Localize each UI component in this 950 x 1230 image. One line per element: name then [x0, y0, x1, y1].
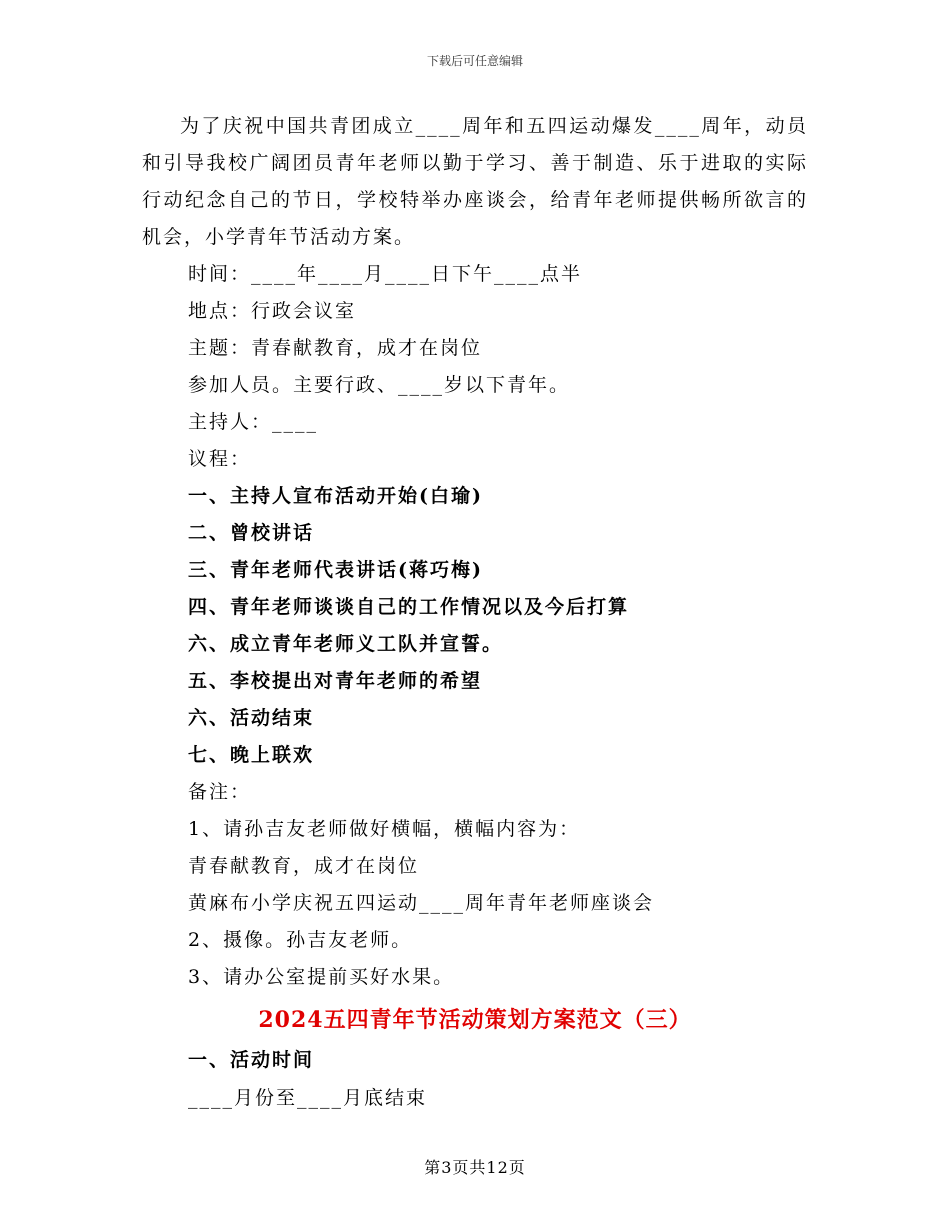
info-location: 地点：行政会议室 — [188, 300, 357, 322]
agenda-item: 六、活动结束 — [188, 707, 315, 729]
info-participants: 参加人员。主要行政、____岁以下青年。 — [188, 374, 571, 396]
info-list — [142, 256, 808, 478]
agenda-item: 三、青年老师代表讲话(蒋巧梅) — [188, 559, 483, 581]
agenda-item: 四、青年老师谈谈自己的工作情况以及今后打算 — [188, 596, 630, 618]
header-note: 下载后可任意编辑 — [426, 54, 523, 68]
note-item: 青春献教育，成才在岗位 — [188, 855, 420, 877]
document-body — [142, 108, 808, 1117]
agenda-list — [142, 478, 808, 774]
info-theme: 主题：青春献教育，成才在岗位 — [188, 337, 483, 359]
agenda-item: 六、成立青年老师义工队并宣誓。 — [188, 633, 504, 655]
activity-time-line: ____月份至____月底结束 — [188, 1087, 428, 1109]
info-host: 主持人：____ — [188, 411, 319, 433]
section-subheading: 一、活动时间 — [188, 1049, 315, 1071]
info-agenda-label: 议程： — [188, 448, 252, 470]
page-number: 第3页共12页 — [424, 1158, 526, 1177]
note-item: 1、请孙吉友老师做好横幅，横幅内容为： — [188, 818, 581, 840]
note-item: 黄麻布小学庆祝五四运动____周年青年老师座谈会 — [188, 892, 655, 914]
agenda-item: 二、曾校讲话 — [188, 522, 315, 544]
intro-paragraph: 为了庆祝中国共青团成立____周年和五四运动爆发____周年，动员和引导我校广阔团员青年老师以勤于学习、善于制造、乐于进取的实际行动纪念自己的节日，学校特举办座谈会，给青年老师提供畅所欲言的机会，小学青年节活动方案。 — [142, 115, 808, 248]
agenda-item: 七、晚上联欢 — [188, 744, 315, 766]
section-title: 2024五四青年节活动策划方案范文（三） — [258, 1007, 692, 1033]
agenda-item: 一、主持人宣布活动开始(白瑜) — [188, 485, 483, 507]
note-item: 3、请办公室提前买好水果。 — [188, 966, 455, 988]
info-time: 时间：____年____月____日下午____点半 — [188, 263, 583, 285]
agenda-item: 五、李校提出对青年老师的希望 — [188, 670, 483, 692]
note-item: 2、摄像。孙吉友老师。 — [188, 929, 413, 951]
notes-label: 备注： — [188, 781, 252, 803]
notes-list — [142, 774, 808, 996]
